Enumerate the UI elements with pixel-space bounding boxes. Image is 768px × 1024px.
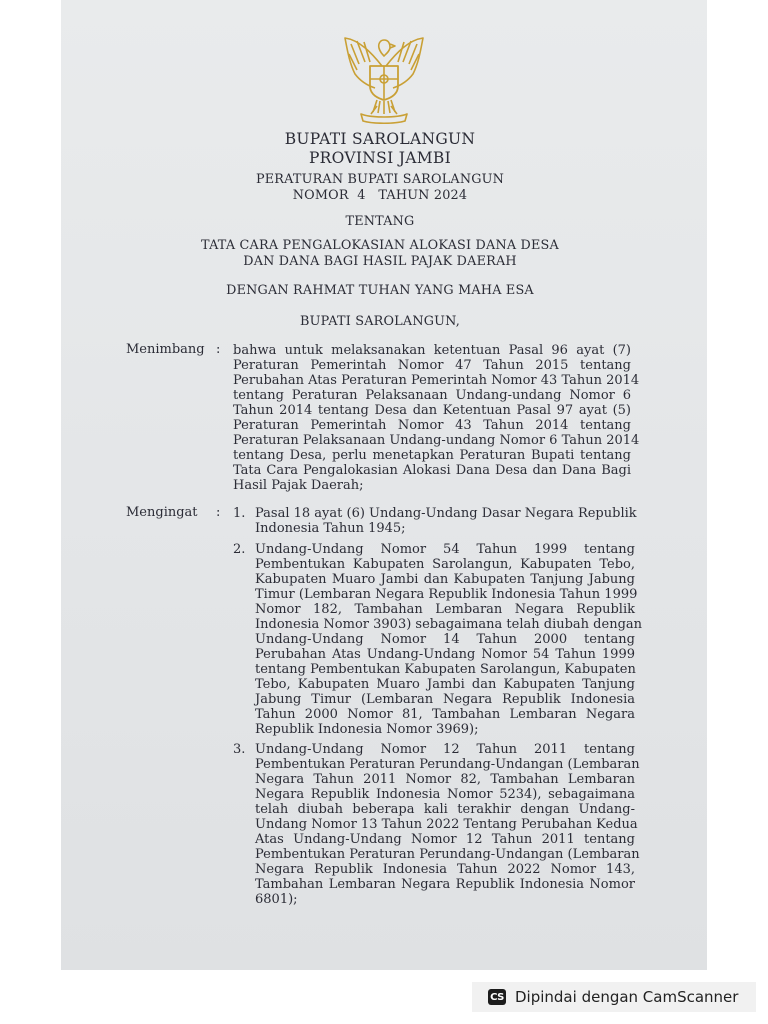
recalling-item-line: Perubahan Atas Undang-Undang Nomor 54 Tahun 1999 [255, 647, 635, 662]
subject-title-line-2: DAN DANA BAGI HASIL PAJAK DAERAH [243, 254, 517, 269]
recalling-item-line: Pembentukan Kabupaten Sarolangun, Kabupaten Tebo, [255, 557, 635, 572]
recalling-item-line: Pasal 18 ayat (6) Undang-Undang Dasar Negara Republik [255, 506, 637, 521]
recalling-item-line: Atas Undang-Undang Nomor 12 Tahun 2011 tentang [255, 832, 635, 847]
recalling-item-line: telah diubah beberapa kali terakhir dengan Undang- [255, 802, 635, 817]
considering-line: Peraturan Pemerintah Nomor 47 Tahun 2015 tentang [233, 358, 631, 373]
recalling-item-line: Indonesia Tahun 1945; [255, 521, 406, 536]
recalling-item-number: 3. [233, 742, 246, 757]
considering-line: Hasil Pajak Daerah; [233, 478, 364, 493]
recalling-item-line: Negara Tahun 2011 Nomor 82, Tambahan Lembaran [255, 772, 635, 787]
recalling-item-line: Timur (Lembaran Negara Republik Indonesia Tahun 1999 [255, 587, 638, 602]
recalling-item-line: Negara Republik Indonesia Tahun 2022 Nomor 143, [255, 862, 635, 877]
recalling-item-line: Republik Indonesia Nomor 3969); [255, 722, 479, 737]
considering-colon: : [216, 342, 221, 357]
recalling-item-line: Negara Republik Indonesia Nomor 5234), sebagaimana [255, 787, 635, 802]
recalling-item-line: Indonesia Nomor 3903) sebagaimana telah diubah dengan [255, 617, 643, 632]
recalling-item-line: Kabupaten Muaro Jambi dan Kabupaten Tanjung Jabung [255, 572, 635, 587]
recalling-item-line: Pembentukan Peraturan Perundang-Undangan (Lembaran [255, 757, 640, 772]
province-title: PROVINSI JAMBI [308, 149, 452, 167]
regulation-number: NOMOR 4 TAHUN 2024 [292, 188, 468, 203]
considering-line: tentang Desa, perlu menetapkan Peraturan Bupati tentang [233, 448, 631, 463]
recalling-item-line: Undang-Undang Nomor 54 Tahun 1999 tentang [255, 542, 635, 557]
recalling-item-line: Jabung Timur (Lembaran Negara Republik Indonesia [255, 692, 635, 707]
considering-line: tentang Peraturan Pelaksanaan Undang-undang Nomor 6 [233, 388, 631, 403]
recalling-item-line: Tahun 2000 Nomor 81, Tambahan Lembaran Negara [255, 707, 635, 722]
recalling-item-line: 6801); [255, 892, 298, 907]
recalling-item-line: Undang-Undang Nomor 12 Tahun 2011 tentang [255, 742, 635, 757]
recalling-item-line: Tebo, Kabupaten Muaro Jambi dan Kabupaten Tanjung [255, 677, 635, 692]
issuer-repeat: BUPATI SAROLANGUN, [300, 314, 460, 329]
recalling-item-line: tentang Pembentukan Kabupaten Sarolangun, Kabupaten [255, 662, 636, 677]
considering-line: Perubahan Atas Peraturan Pemerintah Nomor 43 Tahun 2014 [233, 373, 640, 388]
recalling-item-number: 1. [233, 506, 246, 521]
camscanner-text: Dipindai dengan CamScanner [515, 988, 739, 1006]
recalling-label: Mengingat [126, 505, 198, 520]
subject-title-line-1: TATA CARA PENGALOKASIAN ALOKASI DANA DESA [201, 238, 559, 253]
recalling-item-line: Pembentukan Peraturan Perundang-Undangan (Lembaran [255, 847, 640, 862]
considering-label: Menimbang [126, 342, 205, 357]
recalling-colon: : [216, 505, 221, 520]
recalling-item-line: Nomor 182, Tambahan Lembaran Negara Republik [255, 602, 635, 617]
considering-line: Peraturan Pelaksanaan Undang-undang Nomor 6 Tahun 2014 [233, 433, 640, 448]
regulation-title: PERATURAN BUPATI SAROLANGUN [255, 172, 505, 187]
considering-line: bahwa untuk melaksanakan ketentuan Pasal 96 ayat (7) [233, 343, 631, 358]
considering-line: Tahun 2014 tentang Desa dan Ketentuan Pasal 97 ayat (5) [233, 403, 631, 418]
camscanner-watermark [472, 982, 756, 1012]
blessing-line: DENGAN RAHMAT TUHAN YANG MAHA ESA [226, 283, 534, 298]
considering-line: Tata Cara Pengalokasian Alokasi Dana Desa dan Dana Bagi [233, 463, 631, 478]
about-heading: TENTANG [345, 214, 415, 229]
issuer-title: BUPATI SAROLANGUN [284, 130, 476, 148]
recalling-item-line: Undang-Undang Nomor 14 Tahun 2000 tentang [255, 632, 635, 647]
recalling-item-line: Undang Nomor 13 Tahun 2022 Tentang Perubahan Kedua [255, 817, 638, 832]
considering-line: Peraturan Pemerintah Nomor 43 Tahun 2014 tentang [233, 418, 631, 433]
camscanner-logo-icon: CS [488, 989, 506, 1005]
recalling-item-line: Tambahan Lembaran Negara Republik Indonesia Nomor [255, 877, 635, 892]
recalling-item-number: 2. [233, 542, 246, 557]
garuda-emblem-icon [337, 26, 431, 124]
